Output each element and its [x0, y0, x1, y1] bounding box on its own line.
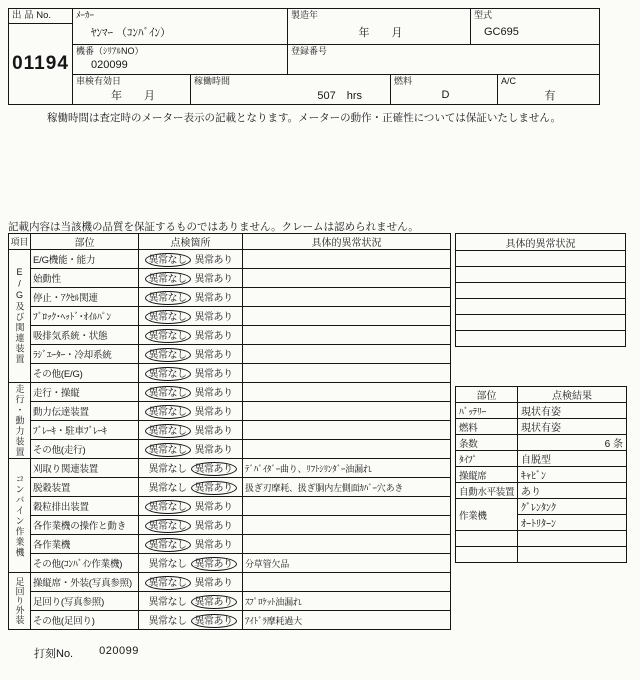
part-label: 刈取り関連装置: [31, 459, 139, 478]
empty-cell: [518, 547, 627, 563]
table-row: [9, 307, 451, 326]
ok-option: 異常なし: [145, 291, 191, 305]
check-cell: [139, 573, 243, 592]
exhibit-no-label: 出 品 No.: [9, 9, 72, 24]
result-value: 自脱型: [518, 451, 627, 467]
operating-hours-cell: [191, 75, 391, 104]
ok-option: 異常なし: [145, 272, 191, 286]
result-row: [456, 483, 627, 499]
fuel-value: D: [441, 88, 450, 101]
header-right-section: [73, 9, 599, 104]
detail-text: [243, 402, 451, 421]
detail-text: [243, 364, 451, 383]
abnormal-detail-box: [455, 233, 626, 347]
detail-text: 分草管欠品: [243, 554, 451, 573]
result-value: 現状有姿: [518, 403, 627, 419]
ok-option: 異常なし: [145, 519, 191, 533]
empty-cell: [456, 315, 626, 331]
col-header-part: 部位: [31, 234, 139, 250]
fuel-cell: [391, 75, 498, 104]
part-label: その他(足回り): [31, 611, 139, 630]
mfg-year-cell: [288, 9, 471, 44]
disclaimer-text: 記載内容は当該機の品質を保証するものではありません。クレームは認められません。: [8, 221, 419, 233]
operating-hours-value: 507 hrs: [317, 89, 362, 102]
abnormal-empty-row: [456, 331, 626, 347]
part-label: 各作業機: [31, 535, 139, 554]
ng-option: 異常あり: [191, 462, 237, 476]
table-row: [9, 364, 451, 383]
table-row: [9, 269, 451, 288]
empty-cell: [456, 267, 626, 283]
ok-option: 異常なし: [145, 500, 191, 514]
registration-label: 登録番号: [291, 46, 328, 56]
ng-option: 異常あり: [194, 521, 233, 532]
ok-option: 異常なし: [145, 443, 191, 457]
result-col-part: 部位: [456, 387, 518, 403]
ng-option: 異常あり: [194, 445, 233, 456]
ng-option: 異常あり: [194, 407, 233, 418]
ok-option: 異常なし: [148, 559, 187, 570]
detail-text: [243, 516, 451, 535]
table-row: [9, 345, 451, 364]
header-row-1: [73, 9, 599, 45]
result-part: 自動水平装置: [456, 483, 518, 499]
inspection-table: [8, 233, 451, 630]
serial-label: 機番（ｼﾘｱﾙNO）: [76, 46, 144, 56]
part-label: その他(走行): [31, 440, 139, 459]
check-cell: [139, 611, 243, 630]
inspection-valid-cell: [73, 75, 191, 104]
ok-option: 異常なし: [145, 348, 191, 362]
check-cell: [139, 250, 243, 269]
table-row: [9, 402, 451, 421]
inspection-valid-label: 車検有効日: [76, 76, 122, 86]
serial-value: 020099: [91, 58, 128, 71]
detail-text: 扱ぎ刃摩耗、扱ぎ胴内左側面ｶﾊﾞｰ穴あき: [243, 478, 451, 497]
ok-option: 異常なし: [145, 405, 191, 419]
result-row: [456, 403, 627, 419]
group-label-combine-implement: コンバイン作業機: [9, 459, 31, 573]
ng-option: 異常あり: [194, 350, 233, 361]
check-cell: [139, 535, 243, 554]
part-label: ﾌﾞﾛｯｸ･ﾍｯﾄﾞ･ｵｲﾙﾊﾟﾝ: [31, 307, 139, 326]
result-value: 現状有姿: [518, 419, 627, 435]
table-row: [9, 478, 451, 497]
check-cell: [139, 478, 243, 497]
check-cell: [139, 345, 243, 364]
ng-option: 異常あり: [194, 578, 233, 589]
part-label: ﾌﾞﾚｰｷ・駐車ﾌﾞﾚｰｷ: [31, 421, 139, 440]
result-value: ｵｰﾄﾘﾀｰﾝ: [518, 515, 627, 531]
group-label-drivetrain: 走行・動力装置: [9, 383, 31, 459]
ng-option: 異常あり: [191, 595, 237, 609]
result-row: [456, 467, 627, 483]
detail-text: [243, 421, 451, 440]
result-part-workmachine: 作業機: [456, 499, 518, 531]
part-label: 吸排気系統・状態: [31, 326, 139, 345]
result-part: 条数: [456, 435, 518, 451]
empty-cell: [456, 331, 626, 347]
serial-cell: [73, 45, 288, 74]
ng-option: 異常あり: [194, 312, 233, 323]
ok-option: 異常なし: [148, 616, 187, 627]
table-row: [9, 326, 451, 345]
abnormal-empty-row: [456, 251, 626, 267]
abnormal-empty-row: [456, 267, 626, 283]
detail-text: [243, 307, 451, 326]
result-value: ｸﾞﾚﾝﾀﾝｸ: [518, 499, 627, 515]
check-cell: [139, 288, 243, 307]
inspection-valid-value: 年 月: [111, 89, 155, 102]
ac-cell: [498, 75, 599, 104]
empty-cell: [518, 531, 627, 547]
check-cell: [139, 326, 243, 345]
detail-text: [243, 250, 451, 269]
ng-option: 異常あり: [194, 426, 233, 437]
ok-option: 異常なし: [145, 329, 191, 343]
ok-option: 異常なし: [145, 310, 191, 324]
ng-option: 異常あり: [194, 255, 233, 266]
ng-option: 異常あり: [191, 614, 237, 628]
table-row: [9, 535, 451, 554]
empty-cell: [456, 251, 626, 267]
ok-option: 異常なし: [148, 464, 187, 475]
mfg-year-label: 製造年: [291, 10, 319, 20]
result-part: 燃料: [456, 419, 518, 435]
result-row: [456, 531, 627, 547]
group-label-undercarriage: 足回り外装: [9, 573, 31, 630]
ok-option: 異常なし: [145, 367, 191, 381]
ok-option: 異常なし: [145, 424, 191, 438]
result-row: [456, 419, 627, 435]
table-row: [9, 440, 451, 459]
table-row: [9, 573, 451, 592]
ok-option: 異常なし: [148, 483, 187, 494]
detail-text: [243, 383, 451, 402]
ok-option: 異常なし: [145, 253, 191, 267]
table-row: [9, 459, 451, 478]
abnormal-empty-row: [456, 315, 626, 331]
part-label: 脱穀装置: [31, 478, 139, 497]
check-cell: [139, 440, 243, 459]
ng-option: 異常あり: [191, 481, 237, 495]
part-label: その他(ｺﾝﾊﾞｲﾝ作業機): [31, 554, 139, 573]
header-row-2: [73, 45, 599, 75]
detail-text: ﾃﾞﾊﾞｲﾀﾞｰ曲り、ﾘﾌﾄｼﾘﾝﾀﾞｰ油漏れ: [243, 459, 451, 478]
meter-note: 稼働時間は査定時のメーター表示の記載となります。メーターの動作・正確性については保証いたしません。: [46, 112, 562, 124]
result-table: [455, 386, 627, 563]
col-header-item: 項目: [9, 234, 31, 250]
part-label: ﾗｼﾞｴｰﾀｰ・冷却系統: [31, 345, 139, 364]
part-label: 足回り(写真参照): [31, 592, 139, 611]
ng-option: 異常あり: [191, 557, 237, 571]
operating-hours-label: 稼働時間: [194, 76, 231, 86]
check-cell: [139, 497, 243, 516]
detail-text: [243, 497, 451, 516]
table-row: [9, 592, 451, 611]
ok-option: 異常なし: [145, 386, 191, 400]
part-label: その他(E/G): [31, 364, 139, 383]
mfg-year-value: 年 月: [358, 26, 403, 39]
part-label: 各作業機の操作と動き: [31, 516, 139, 535]
ng-option: 異常あり: [194, 274, 233, 285]
detail-text: [243, 573, 451, 592]
check-cell: [139, 554, 243, 573]
result-row: [456, 435, 627, 451]
ng-option: 異常あり: [194, 331, 233, 342]
table-row: [9, 554, 451, 573]
header-info-table: [8, 8, 600, 105]
ng-option: 異常あり: [194, 540, 233, 551]
detail-text: [243, 535, 451, 554]
part-label: E/G機能・能力: [31, 250, 139, 269]
check-cell: [139, 402, 243, 421]
result-row: [456, 547, 627, 563]
result-part: ﾀｲﾌﾟ: [456, 451, 518, 467]
detail-text: [243, 269, 451, 288]
abnormal-box-title: 具体的異常状況: [456, 234, 626, 251]
check-cell: [139, 592, 243, 611]
col-header-check: 点検箇所: [139, 234, 243, 250]
check-cell: [139, 364, 243, 383]
result-part: ﾊﾞｯﾃﾘｰ: [456, 403, 518, 419]
ng-option: 異常あり: [194, 502, 233, 513]
ok-option: 異常なし: [145, 576, 191, 590]
part-label: 走行・操縦: [31, 383, 139, 402]
part-label: 始動性: [31, 269, 139, 288]
part-label: 穀粒排出装置: [31, 497, 139, 516]
ac-value: 有: [544, 89, 556, 102]
abnormal-empty-row: [456, 299, 626, 315]
maker-label: ﾒｰｶｰ: [76, 10, 95, 20]
registration-cell: [288, 45, 599, 74]
result-part: 操縦席: [456, 467, 518, 483]
ac-label: A/C: [501, 76, 517, 86]
header-row-3: [73, 75, 599, 104]
group-label-engine: E/G及び関連装置: [9, 250, 31, 383]
table-row: [9, 250, 451, 269]
ng-option: 異常あり: [194, 369, 233, 380]
result-value: 6 条: [518, 435, 627, 451]
check-cell: [139, 459, 243, 478]
stamp-row: [34, 645, 139, 661]
result-col-result: 点検結果: [518, 387, 627, 403]
fuel-label: 燃料: [394, 76, 413, 86]
result-row: [456, 499, 627, 515]
table-row: [9, 497, 451, 516]
part-label: 動力伝達装置: [31, 402, 139, 421]
registration-value: [291, 56, 599, 73]
detail-text: ｱｲﾄﾞﾗ摩耗過大: [243, 611, 451, 630]
table-row: [9, 516, 451, 535]
stamp-label: 打刻No.: [34, 648, 74, 660]
result-value: ｷｬﾋﾞﾝ: [518, 467, 627, 483]
stamp-number: 020099: [99, 645, 139, 657]
check-cell: [139, 516, 243, 535]
detail-text: [243, 288, 451, 307]
maker-value: ﾔﾝﾏｰ （ｺﾝﾊﾞｲﾝ）: [91, 26, 172, 39]
inspection-header-row: [9, 234, 451, 250]
table-row: [9, 288, 451, 307]
empty-cell: [456, 299, 626, 315]
model-value: GC695: [484, 25, 519, 38]
exhibit-no-cell: [9, 9, 73, 104]
detail-text: [243, 345, 451, 364]
ok-option: 異常なし: [148, 597, 187, 608]
table-row: [9, 421, 451, 440]
result-value: あり: [518, 483, 627, 499]
part-label: 停止・ｱｸｾﾙ関連: [31, 288, 139, 307]
maker-cell: [73, 9, 288, 44]
empty-cell: [456, 531, 518, 547]
model-cell: [471, 9, 599, 44]
table-row: [9, 611, 451, 630]
detail-text: [243, 326, 451, 345]
result-header-row: [456, 387, 627, 403]
ng-option: 異常あり: [194, 293, 233, 304]
empty-cell: [456, 283, 626, 299]
exhibit-no-value: 01194: [12, 53, 69, 74]
col-header-detail: 具体的異常状況: [243, 234, 451, 250]
check-cell: [139, 269, 243, 288]
detail-text: ｽﾌﾟﾛｹｯﾄ油漏れ: [243, 592, 451, 611]
check-cell: [139, 307, 243, 326]
abnormal-empty-row: [456, 283, 626, 299]
empty-cell: [456, 547, 518, 563]
ok-option: 異常なし: [145, 538, 191, 552]
detail-text: [243, 440, 451, 459]
ng-option: 異常あり: [194, 388, 233, 399]
table-row: [9, 383, 451, 402]
part-label: 操縦席・外装(写真参照): [31, 573, 139, 592]
model-label: 型式: [474, 10, 493, 20]
check-cell: [139, 383, 243, 402]
check-cell: [139, 421, 243, 440]
result-row: [456, 451, 627, 467]
abnormal-box-header: [456, 234, 626, 251]
